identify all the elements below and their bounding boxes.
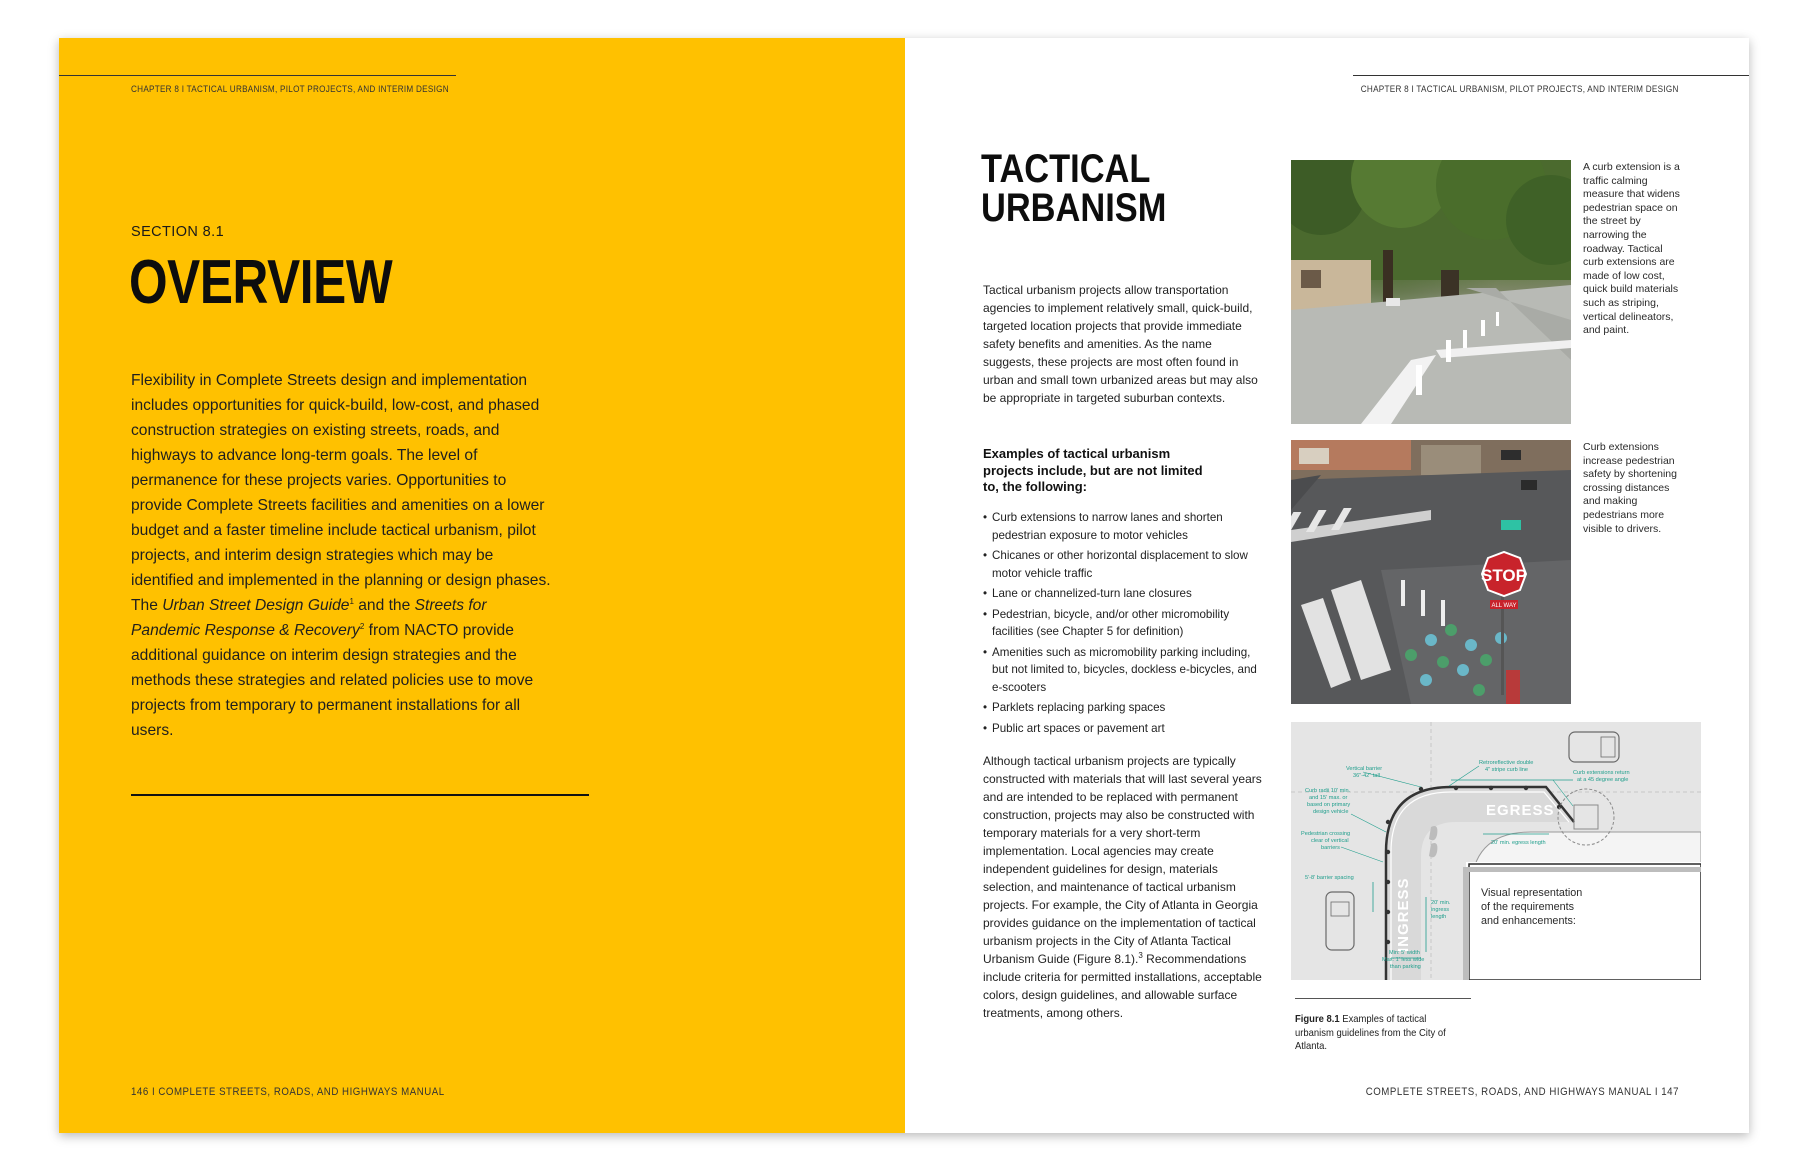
left-page (59, 38, 905, 1133)
list-item: • Chicanes or other horizontal displacement to slow motor vehicle traffic (983, 547, 1258, 582)
section-label: SECTION 8.1 (131, 224, 225, 240)
egress-label: EGRESS (1486, 802, 1555, 819)
tactical-urbanism-intro: Tactical urbanism projects allow transportation agencies to implement relatively small, quick-build, targeted location projects that provide immediate safety benefits and amenities. As the name suggests, these projects are most often found in urban and small town urbanized areas but may also be appropriate in targeted suburban contexts. (983, 283, 1258, 405)
stop-sign-text: STOP (1481, 566, 1527, 585)
barrier-spacing-label: 5'-8' barrier spacing (1305, 875, 1354, 881)
title-line-1: TACTICAL (981, 147, 1151, 191)
header-rule-left (59, 75, 456, 76)
body-part-1: Flexibility in Complete Streets design and implementation includes opportunities for quick-build, low-cost, and phased construction strategies on existing streets, roads, and highways to advance long-term goals. The level of permanence for these projects varies. Opportunities to provide Complete Streets facilities and amenities on a lower budget and a faster timeline include tactical urbanism, pilot projects, and interim design strategies which may be identified and implemented in the planning or design phases. The (131, 372, 551, 614)
ingress-length-label: 20' min. ingress length (1431, 900, 1451, 920)
chapter-header-left: CHAPTER 8 I TACTICAL URBANISM, PILOT PROJECTS, AND INTERIM DESIGN (131, 84, 449, 95)
photo-2-caption: Curb extensions increase pedestrian safety by shortening crossing distances and making pedestrians more visible to drivers. (1583, 441, 1677, 535)
body-part-3: from NACTO provide additional guidance on interim design strategies and the methods these strategies and related policies use to move projects from temporary to permanent installations for all users. (131, 622, 534, 739)
curb-radii-label: Curb radii 10' min. and 15' max. or based on primary design vehicle (1305, 788, 1351, 815)
book-spread (59, 38, 1749, 1133)
body-part-2: and the (353, 597, 415, 614)
figure-caption-text: Examples of tactical urbanism guidelines from the City of Atlanta. (1295, 1013, 1446, 1052)
ingress-label: INGRESS (1395, 877, 1412, 952)
urban-street-design-guide-title: Urban Street Design Guide (162, 597, 350, 614)
street-scene-1 (1291, 160, 1571, 424)
vertical-barrier-label: Vertical barrier 36"-42" tall (1346, 766, 1383, 779)
min-width-label: Min: 5' width Max: 1' less wide than parking (1382, 950, 1425, 970)
pandemic-response-guide-title: Streets for Pandemic Response & Recovery (131, 597, 487, 639)
footer-right: COMPLETE STREETS, ROADS, AND HIGHWAYS MANUAL I 147 (1365, 1086, 1679, 1098)
curb-extension-diagram (1291, 722, 1701, 980)
list-item: • Public art spaces or pavement art (983, 720, 1258, 738)
outro-text: Although tactical urbanism projects are typically constructed with materials that will last several years and are intended to be replaced with permanent construction, projects may also be constructed with temporary materials for a very short-term implementation. Local agencies may create independent guidelines for design, materials selection, and maintenance of tactical urbanism projects. For example, the City of Atlanta in Georgia provides guidance on the implementation of tactical urbanism projects in the City of Atlanta Tactical Urbanism Guide (Figure 8.1). (983, 754, 1262, 966)
street-scene-2 (1291, 440, 1571, 704)
list-item: • Curb extensions to narrow lanes and shorten pedestrian exposure to motor vehicles (983, 509, 1258, 544)
list-item: • Pedestrian, bicycle, and/or other micromobility facilities (see Chapter 5 for definition) (983, 606, 1258, 641)
footer-left: 146 I COMPLETE STREETS, ROADS, AND HIGHWAYS MANUAL (131, 1086, 445, 1098)
title-line-2: URBANISM (981, 186, 1167, 231)
footnote-ref-2: 2 (359, 621, 365, 631)
ped-crossing-label: Pedestrian crossing clear of vertical barriers (1301, 831, 1351, 851)
right-page (905, 38, 1749, 1133)
photo-1-caption: A curb extension is a traffic calming measure that widens pedestrian space on the street by narrowing the roadway. Tactical curb extensions are made of low cost, quick build materials such as striping, vertical delineators, and paint. (1583, 161, 1680, 337)
examples-heading: Examples of tactical urbanism projects include, but are not limited to, the following: (983, 446, 1203, 494)
chapter-header-right: CHAPTER 8 I TACTICAL URBANISM, PILOT PROJECTS, AND INTERIM DESIGN (1361, 84, 1679, 95)
curb-return-label: Curb extensions return at a 45 degree angle (1573, 770, 1630, 783)
curb-extension-photo-1 (1291, 160, 1571, 424)
list-item: • Amenities such as micromobility parking including, but not limited to, bicycles, dockless e-bicycles, and e-scooters (983, 644, 1258, 697)
curb-extension-photo-2 (1291, 440, 1571, 704)
tactical-urbanism-diagram (1291, 722, 1701, 980)
retroreflective-label: Retroreflective double 4" stripe curb line (1479, 760, 1534, 773)
overview-body-text (131, 368, 551, 743)
all-way-text: ALL WAY (1491, 603, 1517, 609)
figure-label: Figure 8.1 (1295, 1013, 1340, 1025)
section-divider-rule (131, 794, 589, 796)
header-rule-right (1353, 75, 1749, 76)
tactical-urbanism-title (981, 147, 1167, 231)
figure-caption-rule (1295, 998, 1471, 999)
figure-caption (1295, 1013, 1466, 1054)
list-item: • Parklets replacing parking spaces (983, 699, 1258, 717)
page-title-overview: OVERVIEW (129, 248, 393, 317)
diagram-visual-representation-note: Visual representation of the requirements and enhancements: (1481, 887, 1583, 927)
list-item: • Lane or channelized-turn lane closures (983, 585, 1258, 603)
egress-length-label: 20' min. egress length (1491, 840, 1546, 846)
tactical-urbanism-outro (983, 752, 1268, 1022)
outro-tail: Recommendations include criteria for permitted installations, acceptable colors, design guidelines, and allowable surface treatments, among others. (983, 952, 1262, 1020)
examples-list (983, 509, 1258, 740)
footnote-ref-1: 1 (349, 596, 354, 606)
footnote-ref-3: 3 (1138, 951, 1143, 960)
